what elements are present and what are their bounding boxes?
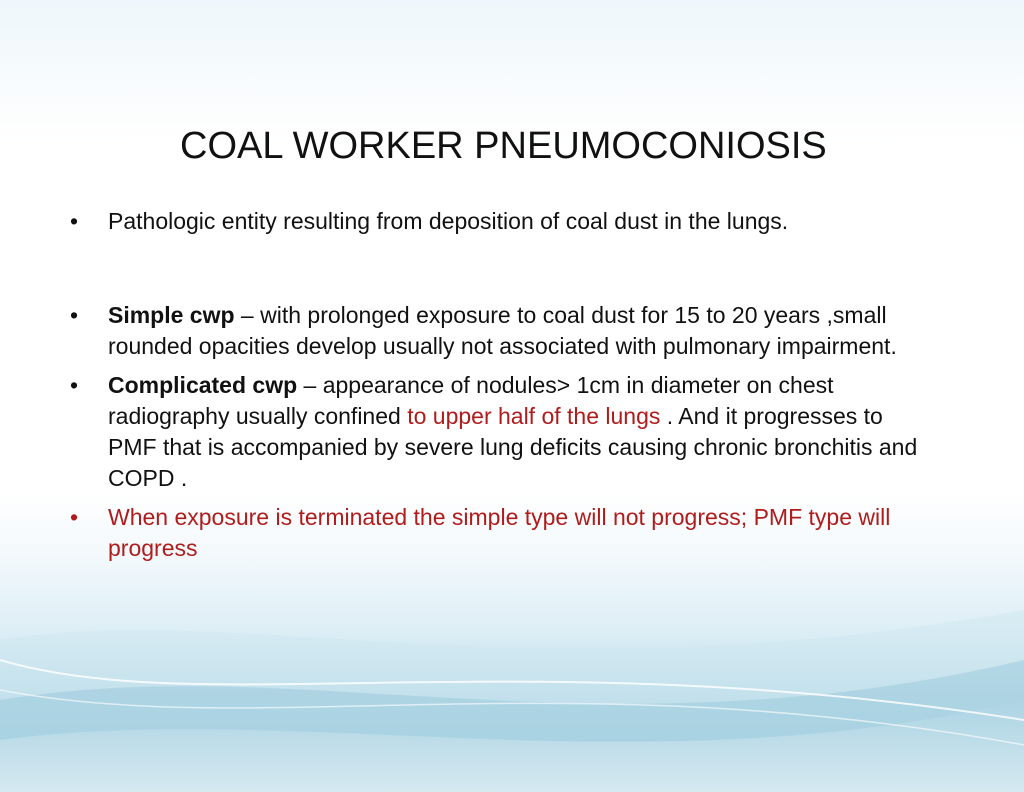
bullet-bold-label: Complicated cwp — [108, 372, 298, 398]
slide-title: COAL WORKER PNEUMOCONIOSIS — [180, 125, 827, 167]
bullet-item-definition — [68, 206, 928, 237]
bullet-text: Pathologic entity resulting from deposition of coal dust in the lungs. — [108, 208, 789, 234]
bullet-list — [68, 206, 928, 564]
bullet-icon: • — [70, 504, 79, 530]
bullet-item-exposure-terminated — [68, 502, 928, 564]
bullet-highlight-text: to upper half of the lungs — [407, 403, 661, 429]
bullet-text: When exposure is terminated the simple type will not progress; PMF type will progress — [108, 504, 891, 561]
bullet-icon: • — [70, 302, 79, 328]
bullet-item-simple-cwp — [68, 300, 928, 362]
bullet-icon: • — [70, 372, 79, 398]
bullet-bold-label: Simple cwp — [108, 302, 235, 328]
bullet-text-after: . And it progresses to PMF that is accompanied by severe lung deficits causing chronic bronchitis and COPD . — [108, 403, 918, 491]
bullet-text-before: – appearance of nodules> 1cm in diameter on chest radiography usually confined — [108, 372, 834, 429]
bullet-icon: • — [70, 208, 79, 234]
bullet-item-complicated-cwp — [68, 370, 928, 494]
bullet-text: – with prolonged exposure to coal dust for 15 to 20 years ,small rounded opacities develop usually not associated with pulmonary impairment. — [108, 302, 897, 359]
